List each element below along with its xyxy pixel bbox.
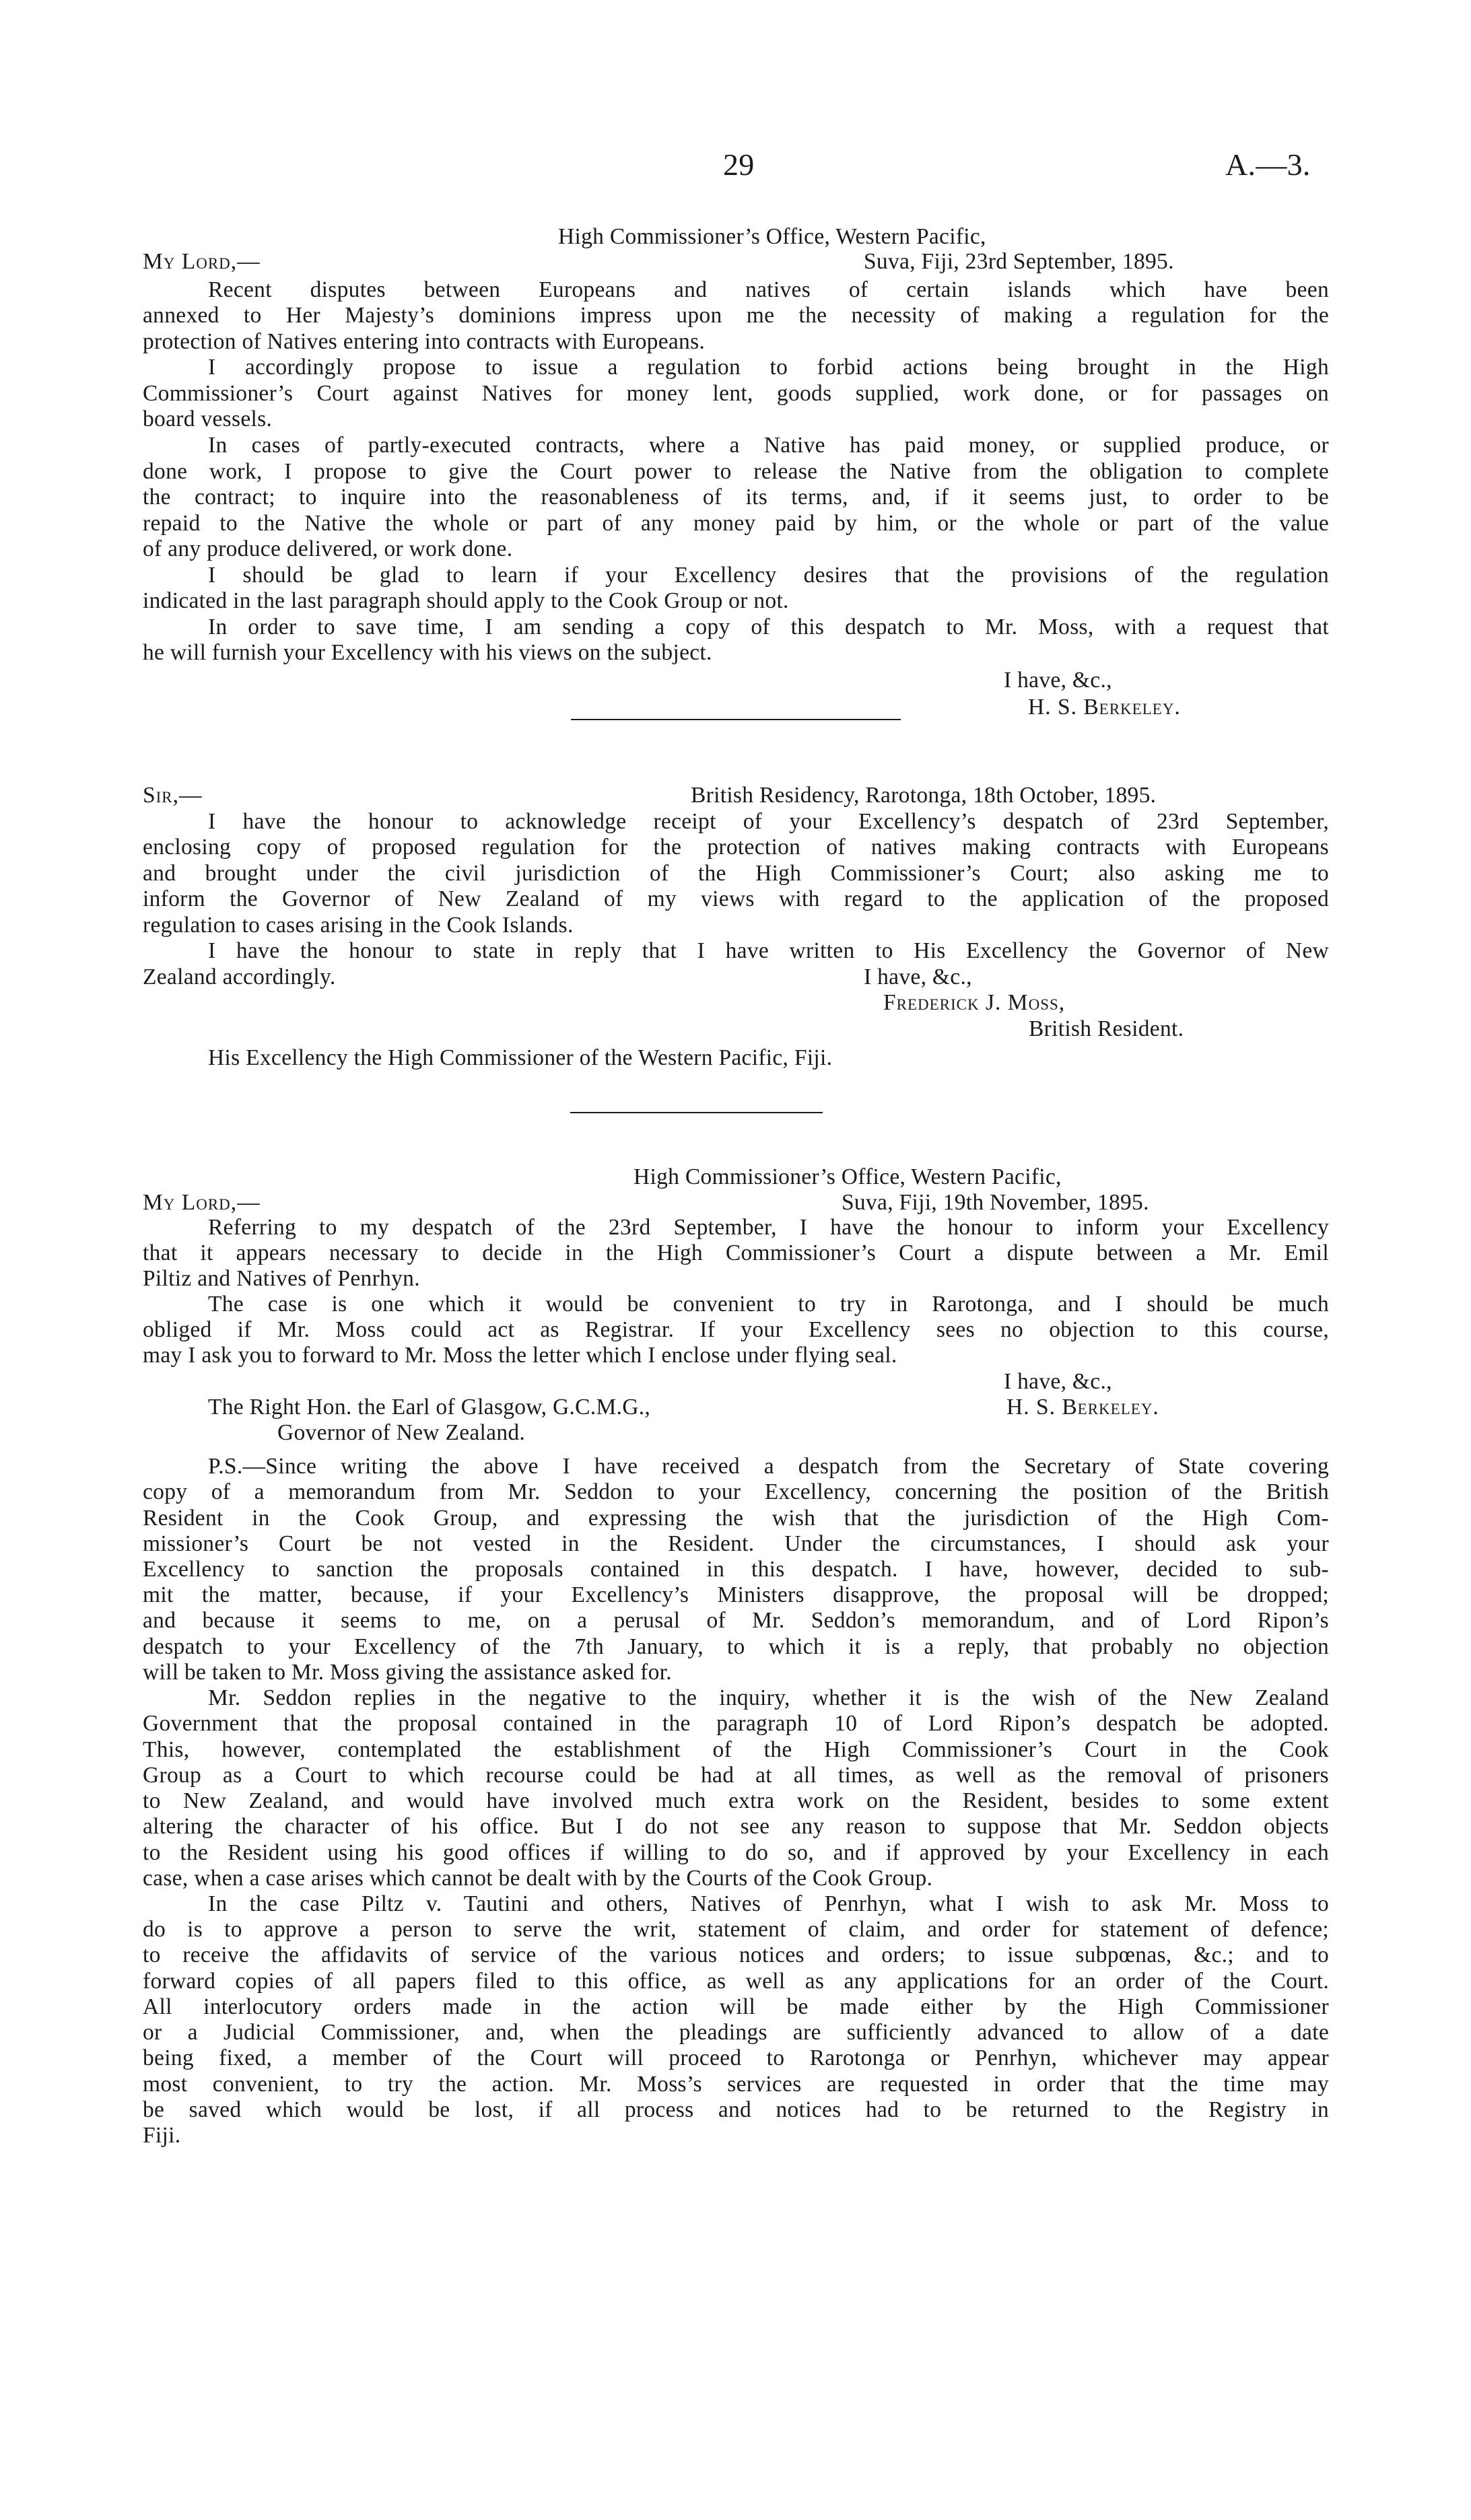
letter1-line: Recent disputes between Europeans and natives of certain islands which have been [208, 277, 1329, 302]
postscript-line: This, however, contemplated the establishment of the High Commissioner’s Court in the Cook [143, 1737, 1329, 1762]
letter1-address-line2: Suva, Fiji, 23rd September, 1895. [864, 249, 1174, 274]
letter3-line: obliged if Mr. Moss could act as Registrar. If your Excellency sees no objection to this course, [143, 1317, 1329, 1342]
postscript-line: Group as a Court to which recourse could be had at all times, as well as the removal of prisoners [143, 1763, 1329, 1788]
postscript-line: or a Judicial Commissioner, and, when the pleadings are sufficiently advanced to allow of a date [143, 2020, 1329, 2045]
letter2-salutation: Sir,— [143, 783, 203, 808]
postscript-line: copy of a memorandum from Mr. Seddon to your Excellency, concerning the position of the British [143, 1479, 1329, 1504]
postscript-line: In the case Piltz v. Tautini and others, Natives of Penrhyn, what I wish to ask Mr. Moss to [208, 1891, 1329, 1916]
letter2-last-line: Zealand accordingly. [143, 965, 336, 989]
letter1-address-line1: High Commissioner’s Office, Western Pacific, [558, 224, 986, 249]
postscript-line: altering the character of his office. But I do not see any reason to suppose that Mr. Seddon objects [143, 1814, 1329, 1839]
letter3-line: Referring to my despatch of the 23rd September, I have the honour to inform your Excellency [208, 1215, 1329, 1240]
postscript-line: Excellency to sanction the proposals contained in this despatch. I have, however, decided to sub- [143, 1557, 1329, 1582]
letter1-line: board vessels. [143, 407, 273, 431]
postscript-line: to the Resident using his good offices if willing to do so, and if approved by your Excellency in each [143, 1840, 1329, 1865]
letter1-line: I should be glad to learn if your Excellency desires that the provisions of the regulation [208, 563, 1329, 588]
postscript-line: Government that the proposal contained in the paragraph 10 of Lord Ripon’s despatch be adopted. [143, 1711, 1329, 1736]
postscript-line: forward copies of all papers filed to this office, as well as any applications for an order of the Court. [143, 1969, 1329, 1994]
letter3-address-line2: Suva, Fiji, 19th November, 1895. [842, 1190, 1149, 1215]
letter1-line: indicated in the last paragraph should apply to the Cook Group or not. [143, 588, 789, 613]
letter1-line: I accordingly propose to issue a regulation to forbid actions being brought in the High [208, 355, 1329, 380]
postscript-line: All interlocutory orders made in the action will be made either by the High Commissioner [143, 1994, 1329, 2019]
letter2-closing: I have, &c., [864, 965, 972, 989]
postscript-line: mit the matter, because, if your Excellency’s Ministers disapprove, the proposal will be dropped; [143, 1582, 1329, 1607]
letter3-line: The case is one which it would be convenient to try in Rarotonga, and I should be much [208, 1292, 1329, 1317]
letter1-line: done work, I propose to give the Court power to release the Native from the obligation to complete [143, 459, 1329, 484]
letter1-line: of any produce delivered, or work done. [143, 536, 513, 561]
document-reference: A.—3. [1225, 147, 1311, 182]
letter3-signature: H. S. Berkeley. [1006, 1395, 1159, 1420]
letter1-line: repaid to the Native the whole or part of any money paid by him, or the whole or part of the value [143, 511, 1329, 536]
page-number: 29 [723, 147, 755, 182]
letter3-addressee-line2: Governor of New Zealand. [277, 1420, 526, 1445]
postscript-line: P.S.—Since writing the above I have received a despatch from the Secretary of State covering [208, 1454, 1329, 1479]
letter3-line: Piltiz and Natives of Penrhyn. [143, 1266, 420, 1291]
document-page [143, 0, 1329, 2520]
letter2-line: enclosing copy of proposed regulation for the protection of natives making contracts with Europeans [143, 835, 1329, 860]
letter2-address: British Residency, Rarotonga, 18th October, 1895. [691, 783, 1157, 808]
postscript-line: to receive the affidavits of service of the various notices and orders; to issue subpœnas, &c.; and to [143, 1943, 1329, 1967]
letter1-salutation: My Lord,— [143, 249, 261, 274]
postscript-line: despatch to your Excellency of the 7th January, to which it is a reply, that probably no objection [143, 1634, 1329, 1659]
postscript-line: Mr. Seddon replies in the negative to the inquiry, whether it is the wish of the New Zealand [208, 1685, 1329, 1710]
letter1-line: he will furnish your Excellency with his views on the subject. [143, 640, 712, 665]
letter2-signature: Frederick J. Moss, [883, 990, 1066, 1015]
postscript-line: be saved which would be lost, if all process and notices had to be returned to the Registry in [143, 2097, 1329, 2122]
postscript-line: being fixed, a member of the Court will proceed to Rarotonga or Penrhyn, whichever may appear [143, 2045, 1329, 2070]
postscript-line: Fiji. [143, 2123, 181, 2148]
letter1-line: Commissioner’s Court against Natives for money lent, goods supplied, work done, or for passages on [143, 381, 1329, 406]
letter1-closing: I have, &c., [1004, 668, 1112, 693]
letter1-signature: H. S. Berkeley. [1028, 695, 1181, 720]
postscript-line: case, when a case arises which cannot be dealt with by the Courts of the Cook Group. [143, 1866, 933, 1891]
letter2-signature-title: British Resident. [1029, 1016, 1184, 1041]
letter3-line: that it appears necessary to decide in the High Commissioner’s Court a dispute between a Mr. Emil [143, 1240, 1329, 1265]
postscript-line: and because it seems to me, on a perusal of Mr. Seddon’s memorandum, and of Lord Ripon’s [143, 1608, 1329, 1633]
letter1-line: In cases of partly-executed contracts, where a Native has paid money, or supplied produce, or [208, 433, 1329, 458]
letter2-line: inform the Governor of New Zealand of my views with regard to the application of the proposed [143, 886, 1329, 911]
postscript-line: will be taken to Mr. Moss giving the assistance asked for. [143, 1660, 672, 1685]
letter3-salutation: My Lord,— [143, 1190, 261, 1215]
letter1-line: the contract; to inquire into the reasonableness of its terms, and, if it seems just, to order to be [143, 485, 1329, 510]
letter3-closing: I have, &c., [1004, 1369, 1112, 1394]
postscript-line: to New Zealand, and would have involved much extra work on the Resident, besides to some extent [143, 1788, 1329, 1813]
postscript-line: Resident in the Cook Group, and expressing the wish that the jurisdiction of the High Com- [143, 1506, 1329, 1531]
letter1-line: protection of Natives entering into contracts with Europeans. [143, 329, 706, 354]
postscript-line: most convenient, to try the action. Mr. Moss’s services are requested in order that the time may [143, 2072, 1329, 2097]
postscript-line: do is to approve a person to serve the writ, statement of claim, and order for statement of defence; [143, 1917, 1329, 1942]
letter2-line: and brought under the civil jurisdiction of the High Commissioner’s Court; also asking me to [143, 861, 1329, 886]
letter2-line: I have the honour to acknowledge receipt of your Excellency’s despatch of 23rd September, [208, 809, 1329, 834]
letter2-line: I have the honour to state in reply that I have written to His Excellency the Governor of New [208, 938, 1329, 963]
letter1-line: annexed to Her Majesty’s dominions impress upon me the necessity of making a regulation for the [143, 303, 1329, 328]
section-divider [570, 1112, 823, 1113]
letter3-address-line1: High Commissioner’s Office, Western Pacific, [634, 1164, 1062, 1189]
letter2-line: regulation to cases arising in the Cook Islands. [143, 913, 574, 938]
section-divider [571, 719, 901, 720]
letter3-line: may I ask you to forward to Mr. Moss the letter which I enclose under flying seal. [143, 1343, 897, 1368]
letter1-line: In order to save time, I am sending a copy of this despatch to Mr. Moss, with a request that [208, 615, 1329, 639]
letter3-addressee-line1: The Right Hon. the Earl of Glasgow, G.C.M.G., [208, 1395, 651, 1420]
postscript-line: missioner’s Court be not vested in the Resident. Under the circumstances, I should ask your [143, 1531, 1329, 1556]
letter2-addressee: His Excellency the High Commissioner of the Western Pacific, Fiji. [208, 1045, 833, 1070]
